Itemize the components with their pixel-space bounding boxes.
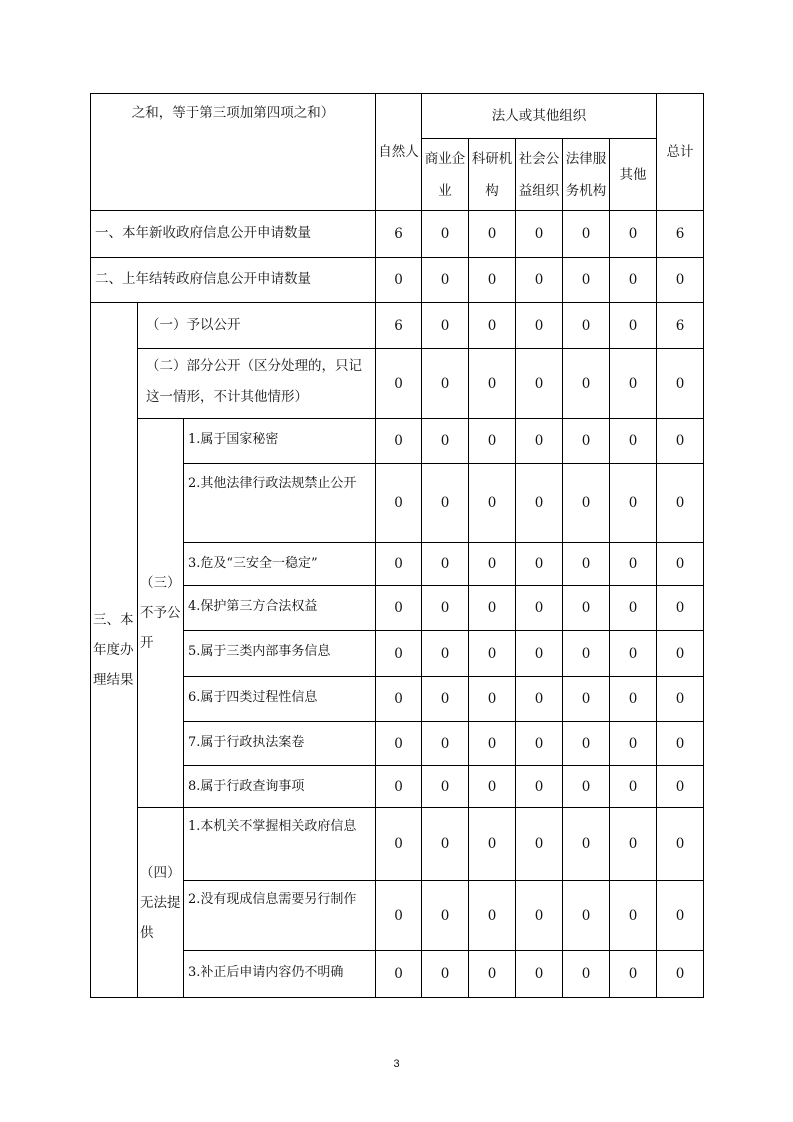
- row-label: 2.其他法律行政法规禁止公开: [184, 464, 376, 543]
- value-cell: 0: [516, 722, 563, 766]
- value-cell: 0: [469, 586, 516, 631]
- value-cell: 0: [422, 543, 469, 586]
- value-cell: 0: [376, 881, 422, 951]
- value-cell: 0: [610, 766, 657, 808]
- header-natural-person: 自然人: [376, 94, 422, 211]
- value-cell: 0: [657, 881, 704, 951]
- value-cell: 0: [563, 808, 610, 881]
- row-label: （二）部分公开（区分处理的，只记这一情形，不计其他情形）: [138, 349, 376, 419]
- value-cell: 0: [610, 722, 657, 766]
- value-cell: 0: [563, 881, 610, 951]
- value-cell: 0: [516, 258, 563, 303]
- value-cell: 0: [657, 951, 704, 998]
- group-label-3-text: （三）不予公开: [140, 575, 181, 651]
- value-cell: 6: [657, 211, 704, 258]
- value-cell: 0: [422, 808, 469, 881]
- row-label: 1.本机关不掌握相关政府信息: [184, 808, 376, 881]
- value-cell: 0: [657, 258, 704, 303]
- value-cell: 0: [610, 543, 657, 586]
- value-cell: 0: [376, 258, 422, 303]
- value-cell: 0: [422, 881, 469, 951]
- header-title: 之和，等于第三项加第四项之和）: [91, 94, 376, 211]
- value-cell: 0: [516, 677, 563, 722]
- value-cell: 0: [516, 464, 563, 543]
- value-cell: 0: [563, 722, 610, 766]
- row-label: 6.属于四类过程性信息: [184, 677, 376, 722]
- value-cell: 0: [610, 464, 657, 543]
- value-cell: 0: [657, 419, 704, 464]
- value-cell: 0: [422, 464, 469, 543]
- value-cell: 0: [469, 543, 516, 586]
- value-cell: 0: [610, 951, 657, 998]
- header-col-1: 商业企业: [422, 139, 469, 211]
- row-label: 4.保护第三方合法权益: [184, 586, 376, 631]
- header-col-4: 法律服务机构: [563, 139, 610, 211]
- value-cell: 0: [563, 586, 610, 631]
- value-cell: 0: [376, 808, 422, 881]
- value-cell: 0: [422, 951, 469, 998]
- value-cell: 0: [516, 419, 563, 464]
- value-cell: 6: [376, 211, 422, 258]
- row-label: 1.属于国家秘密: [184, 419, 376, 464]
- value-cell: 0: [516, 211, 563, 258]
- value-cell: 0: [516, 586, 563, 631]
- value-cell: 0: [610, 349, 657, 419]
- value-cell: 0: [469, 677, 516, 722]
- row-label: （一）予以公开: [138, 303, 376, 349]
- value-cell: 0: [469, 211, 516, 258]
- value-cell: 0: [563, 766, 610, 808]
- value-cell: 0: [469, 722, 516, 766]
- value-cell: 0: [657, 543, 704, 586]
- row-label: 7.属于行政执法案卷: [184, 722, 376, 766]
- group-label-4: [138, 808, 184, 998]
- header-total: 总计: [657, 94, 704, 211]
- value-cell: 0: [376, 419, 422, 464]
- row-label: 3.补正后申请内容仍不明确: [184, 951, 376, 998]
- value-cell: 0: [376, 349, 422, 419]
- value-cell: 0: [657, 586, 704, 631]
- value-cell: 0: [376, 677, 422, 722]
- row-label: 8.属于行政查询事项: [184, 766, 376, 808]
- value-cell: 0: [563, 631, 610, 677]
- row-label: 一、本年新收政府信息公开申请数量: [91, 211, 376, 258]
- value-cell: 0: [516, 543, 563, 586]
- value-cell: 0: [422, 766, 469, 808]
- header-col-2: 科研机构: [469, 139, 516, 211]
- value-cell: 0: [657, 464, 704, 543]
- value-cell: 6: [657, 303, 704, 349]
- section3-label-text: 三、本年度办理结果: [93, 612, 134, 688]
- value-cell: 0: [610, 586, 657, 631]
- value-cell: 0: [563, 303, 610, 349]
- value-cell: 0: [563, 211, 610, 258]
- value-cell: 0: [376, 951, 422, 998]
- value-cell: 0: [563, 543, 610, 586]
- value-cell: 0: [610, 808, 657, 881]
- value-cell: 0: [376, 543, 422, 586]
- value-cell: 0: [657, 631, 704, 677]
- value-cell: 0: [469, 808, 516, 881]
- value-cell: 0: [516, 349, 563, 419]
- value-cell: 0: [657, 677, 704, 722]
- header-legal-group: 法人或其他组织: [422, 94, 657, 139]
- header-col-3: 社会公益组织: [516, 139, 563, 211]
- value-cell: 6: [376, 303, 422, 349]
- value-cell: 0: [422, 419, 469, 464]
- value-cell: 0: [516, 303, 563, 349]
- header-col-5: 其他: [610, 139, 657, 211]
- value-cell: 0: [563, 349, 610, 419]
- value-cell: 0: [610, 881, 657, 951]
- value-cell: 0: [469, 951, 516, 998]
- value-cell: 0: [422, 677, 469, 722]
- value-cell: 0: [376, 766, 422, 808]
- value-cell: 0: [469, 303, 516, 349]
- value-cell: 0: [610, 677, 657, 722]
- row-label: 3.危及“三安全一稳定”: [184, 543, 376, 586]
- value-cell: 0: [422, 349, 469, 419]
- value-cell: 0: [469, 881, 516, 951]
- value-cell: 0: [469, 419, 516, 464]
- value-cell: 0: [657, 766, 704, 808]
- value-cell: 0: [657, 722, 704, 766]
- value-cell: 0: [610, 631, 657, 677]
- value-cell: 0: [422, 303, 469, 349]
- value-cell: 0: [657, 349, 704, 419]
- value-cell: 0: [469, 766, 516, 808]
- value-cell: 0: [516, 881, 563, 951]
- value-cell: 0: [563, 464, 610, 543]
- value-cell: 0: [610, 211, 657, 258]
- value-cell: 0: [516, 766, 563, 808]
- section3-label: [91, 303, 138, 998]
- row-label: 5.属于三类内部事务信息: [184, 631, 376, 677]
- value-cell: 0: [563, 419, 610, 464]
- value-cell: 0: [422, 631, 469, 677]
- value-cell: 0: [563, 258, 610, 303]
- group-label-3: [138, 419, 184, 808]
- value-cell: 0: [376, 631, 422, 677]
- value-cell: 0: [610, 303, 657, 349]
- value-cell: 0: [516, 951, 563, 998]
- value-cell: 0: [469, 631, 516, 677]
- value-cell: 0: [422, 258, 469, 303]
- value-cell: 0: [422, 586, 469, 631]
- group-label-4-text: （四）无法提供: [140, 864, 181, 941]
- value-cell: 0: [422, 722, 469, 766]
- value-cell: 0: [610, 419, 657, 464]
- value-cell: 0: [376, 586, 422, 631]
- value-cell: 0: [469, 258, 516, 303]
- value-cell: 0: [469, 464, 516, 543]
- value-cell: 0: [376, 464, 422, 543]
- row-label: 二、上年结转政府信息公开申请数量: [91, 258, 376, 303]
- statistics-table: [90, 93, 704, 998]
- value-cell: 0: [376, 722, 422, 766]
- value-cell: 0: [610, 258, 657, 303]
- value-cell: 0: [422, 211, 469, 258]
- value-cell: 0: [516, 808, 563, 881]
- row-label: 2.没有现成信息需要另行制作: [184, 881, 376, 951]
- page-number: 3: [393, 1058, 400, 1070]
- value-cell: 0: [516, 631, 563, 677]
- value-cell: 0: [469, 349, 516, 419]
- value-cell: 0: [563, 677, 610, 722]
- value-cell: 0: [563, 951, 610, 998]
- value-cell: 0: [657, 808, 704, 881]
